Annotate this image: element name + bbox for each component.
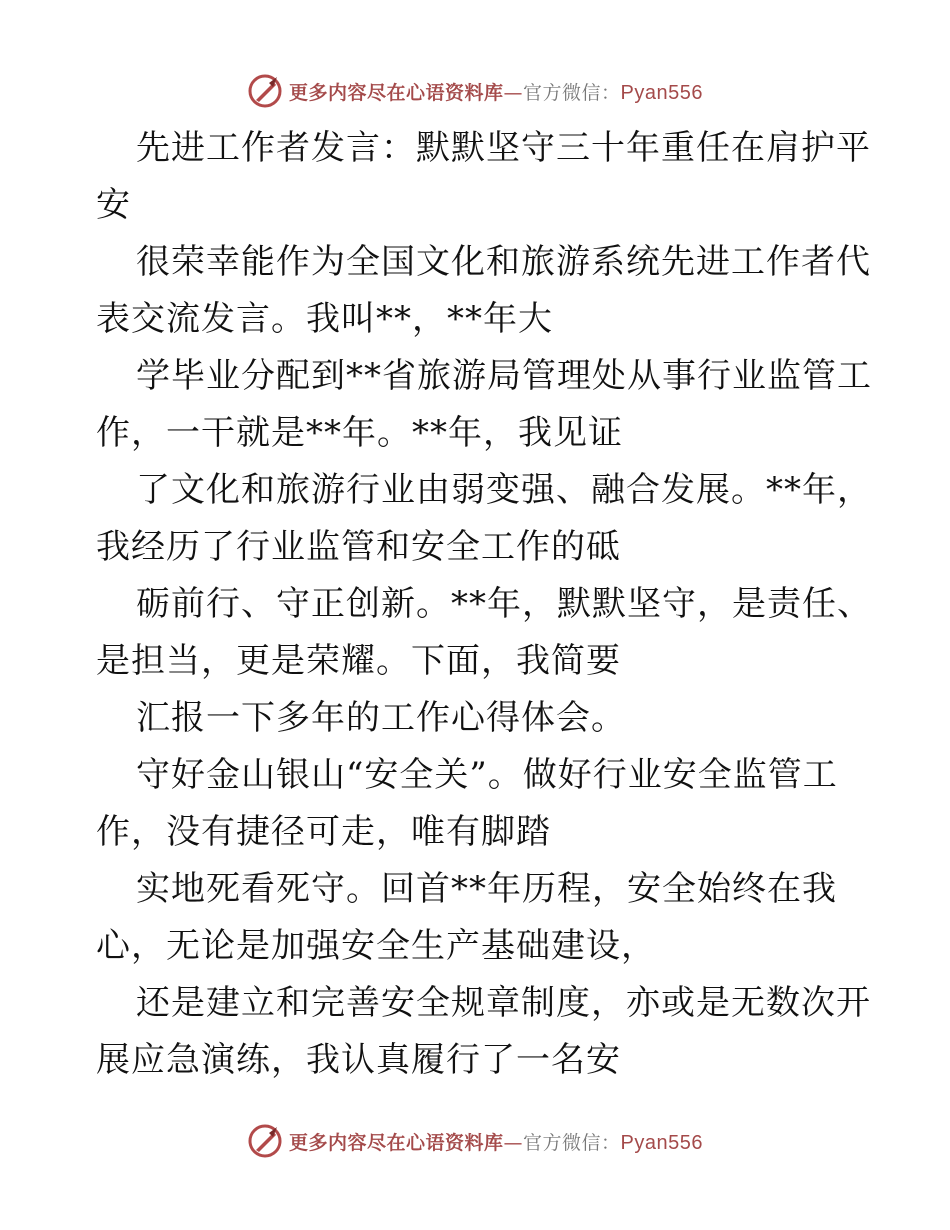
document-line: 学毕业分配到**省旅游局管理处从事行业监管工 [136,356,872,396]
document-line: 守好金山银山“安全关”。做好行业安全监管工 [136,755,838,795]
document-line: 我经历了行业监管和安全工作的砥 [96,527,621,567]
document-line: 安 [96,185,131,225]
document-line: 砺前行、守正创新。**年，默默坚守，是责任、 [136,584,872,624]
document-line: 作，一干就是**年。**年，我见证 [96,413,623,453]
document-line: 是担当，更是荣耀。下面，我简要 [96,641,621,681]
document-line: 先进工作者发言：默默坚守三十年重任在肩护平 [136,128,871,168]
document-line: 作，没有捷径可走，唯有脚踏 [96,812,551,852]
footer-banner-text [289,1128,703,1155]
document-line: 很荣幸能作为全国文化和旅游系统先进工作者代 [136,242,871,282]
banner-official-label: 官方微信： [523,81,621,104]
document-line: 心，无论是加强安全生产基础建设， [96,926,656,966]
header-banner [0,71,950,111]
header-banner-text [289,78,703,105]
banner-dash: — [503,81,524,104]
banner-main-text: 更多内容尽在心语资料库 [289,1131,504,1154]
banner-dash: — [503,1131,524,1154]
banner-main-text: 更多内容尽在心语资料库 [289,81,504,104]
banner-official-label: 官方微信： [523,1131,621,1154]
document-body [96,120,872,1089]
document-line: 汇报一下多年的工作心得体会。 [136,698,626,738]
quill-pen-logo-icon [247,73,283,109]
document-line: 展应急演练，我认真履行了一名安 [96,1040,621,1080]
banner-wechat-id: Pyan556 [620,81,703,104]
document-line: 了文化和旅游行业由弱变强、融合发展。**年， [136,470,872,510]
banner-wechat-id: Pyan556 [620,1131,703,1154]
document-lines [96,120,872,1089]
document-line: 实地死看死守。回首**年历程，安全始终在我 [136,869,837,909]
quill-pen-logo-icon [247,1123,283,1159]
document-line: 还是建立和完善安全规章制度，亦或是无数次开 [136,983,871,1023]
document-line: 表交流发言。我叫**，**年大 [96,299,553,339]
footer-banner [0,1121,950,1161]
